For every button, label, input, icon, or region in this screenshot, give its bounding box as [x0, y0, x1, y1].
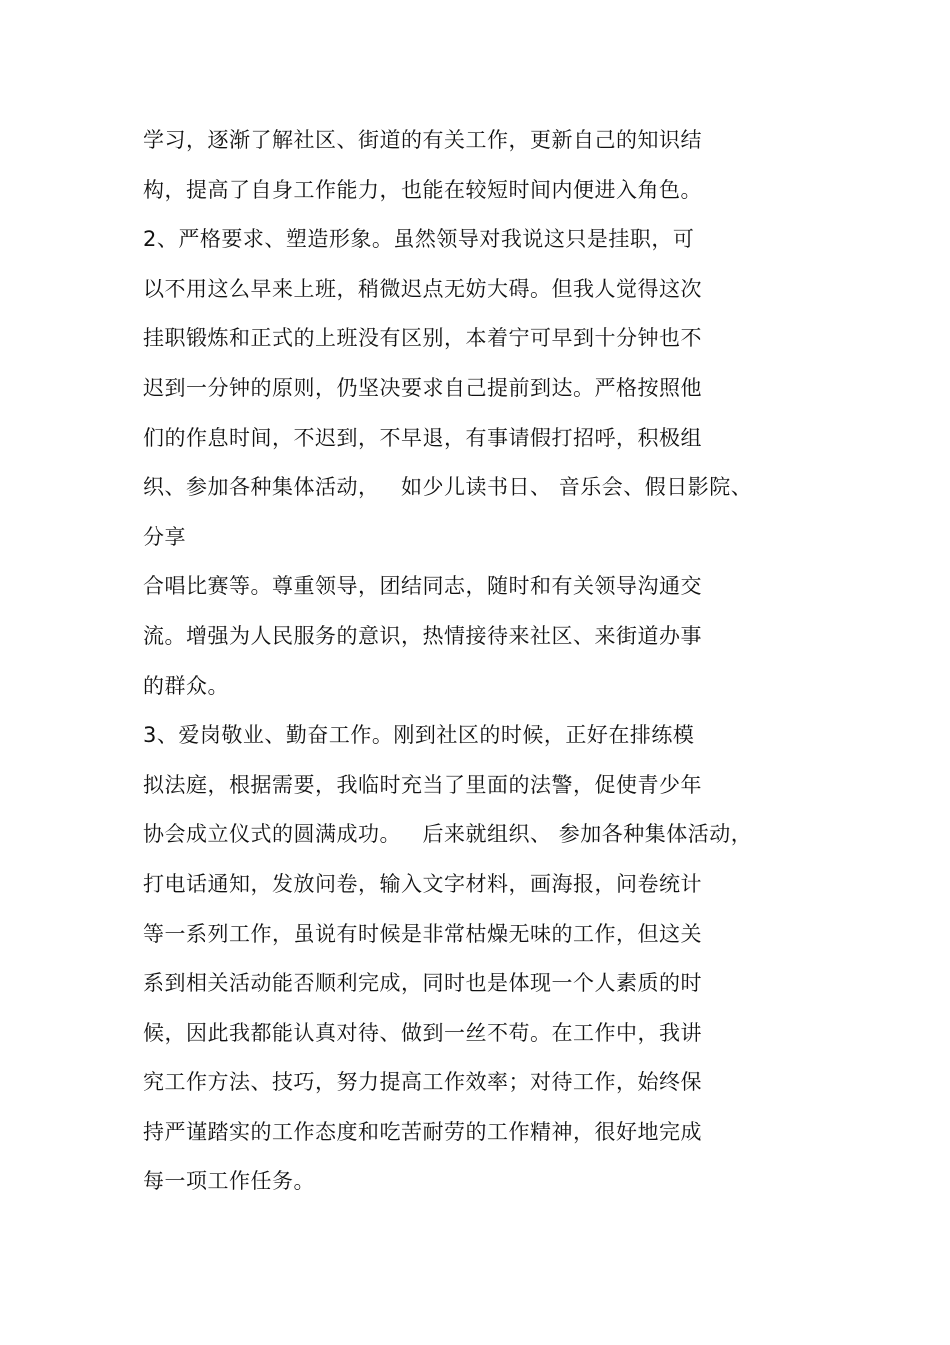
- text-line: 究工作方法、技巧，努力提高工作效率；对待工作，始终保: [143, 1070, 702, 1095]
- text-line: 每一项工作任务。: [143, 1169, 315, 1194]
- text-line: 的群众。: [143, 673, 229, 698]
- body-text: [143, 120, 803, 1211]
- text-line: 候，因此我都能认真对待、做到一丝不苟。在工作中，我讲: [143, 1020, 702, 1045]
- text-line: 协会成立仪式的圆满成功。 后来就组织、 参加各种集体活动，: [143, 822, 753, 847]
- text-line: 等一系列工作，虽说有时候是非常枯燥无味的工作，但这关: [143, 921, 702, 946]
- text-line: 合唱比赛等。尊重领导，团结同志，随时和有关领导沟通交: [143, 574, 702, 599]
- text-line: 织、参加各种集体活动， 如少儿读书日、 音乐会、假日影院、: [143, 475, 753, 500]
- text-line: 挂职锻炼和正式的上班没有区别，本着宁可早到十分钟也不: [143, 326, 702, 351]
- text-line: 持严谨踏实的工作态度和吃苦耐劳的工作精神，很好地完成: [143, 1119, 702, 1144]
- text-line: 打电话通知，发放问卷，输入文字材料，画海报，问卷统计: [143, 871, 702, 896]
- text-line: 迟到一分钟的原则，仍坚决要求自己提前到达。严格按照他: [143, 375, 702, 400]
- text-line: 3、爱岗敬业、勤奋工作。刚到社区的时候，正好在排练模: [143, 723, 695, 748]
- text-line: 系到相关活动能否顺利完成，同时也是体现一个人素质的时: [143, 971, 702, 996]
- text-line: 以不用这么早来上班，稍微迟点无妨大碍。但我人觉得这次: [143, 276, 702, 301]
- text-line: 分享: [143, 524, 186, 549]
- text-line: 拟法庭，根据需要，我临时充当了里面的法警，促使青少年: [143, 772, 702, 797]
- text-line: 们的作息时间，不迟到，不早退，有事请假打招呼，积极组: [143, 425, 702, 450]
- text-line: 流。增强为人民服务的意识，热情接待来社区、来街道办事: [143, 623, 702, 648]
- text-line: 学习，逐渐了解社区、街道的有关工作，更新自己的知识结: [143, 128, 702, 152]
- text-line: 构，提高了自身工作能力，也能在较短时间内便进入角色。: [143, 177, 702, 202]
- text-line: 2、严格要求、塑造形象。虽然领导对我说这只是挂职，可: [143, 227, 695, 252]
